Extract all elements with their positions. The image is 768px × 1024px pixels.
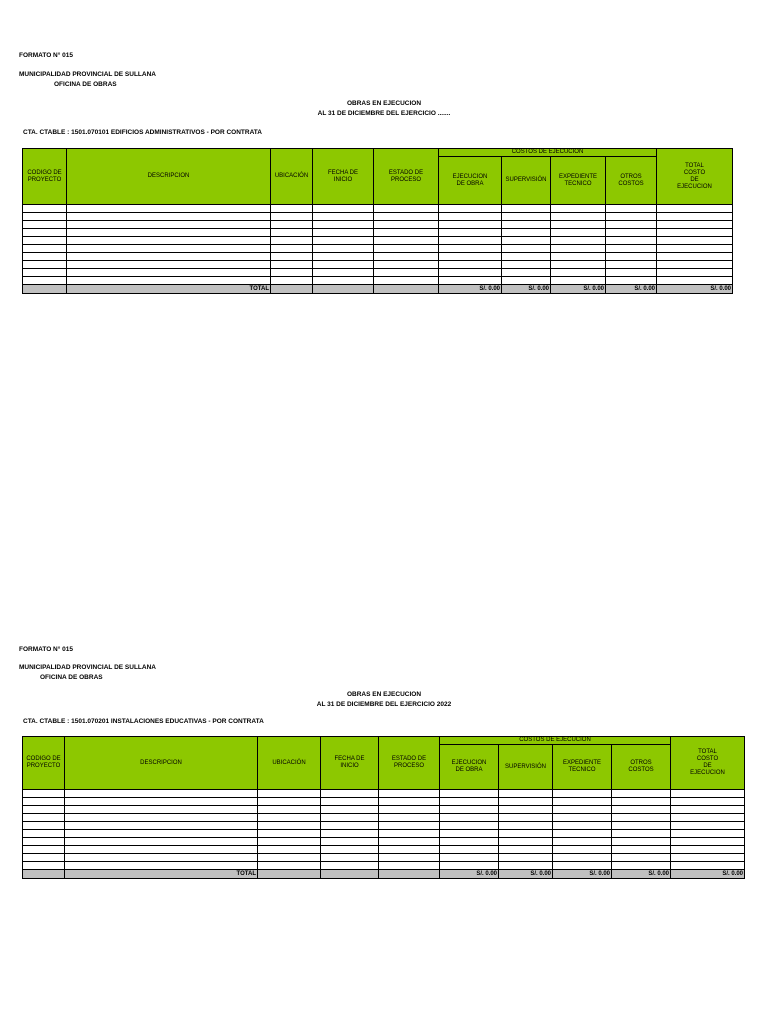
total-ejecucion: S/. 0.00	[440, 870, 499, 879]
col-otros-header: OTROS COSTOS	[612, 745, 671, 790]
col-expediente-header: EXPEDIENTE TECNICO	[551, 157, 606, 205]
municipalidad-label: MUNICIPALIDAD PROVINCIAL DE SULLANA	[19, 664, 156, 671]
table-row	[23, 261, 733, 269]
col-supervision-header: SUPERVISIÓN	[499, 745, 553, 790]
col-descripcion-header: DESCRIPCION	[67, 149, 271, 205]
col-expediente-header: EXPEDIENTE TECNICO	[553, 745, 612, 790]
total-otros: S/. 0.00	[612, 870, 671, 879]
table-row	[23, 205, 733, 213]
table-row	[23, 854, 745, 862]
table-row	[23, 253, 733, 261]
obras-table	[22, 736, 745, 879]
total-label: TOTAL	[65, 870, 258, 879]
col-ubicacion-header: UBICACIÓN	[271, 149, 313, 205]
col-supervision-header: SUPERVISIÓN	[502, 157, 551, 205]
col-descripcion-header: DESCRIPCION	[65, 737, 258, 790]
table-row	[23, 213, 733, 221]
total-expediente: S/. 0.00	[551, 285, 606, 294]
table-row	[23, 229, 733, 237]
report-subtitle: AL 31 DE DICIEMBRE DEL EJERCICIO 2022	[316, 701, 452, 708]
col-codigo-header: CODIGO DE PROYECTO	[23, 149, 67, 205]
cuenta-contable: CTA. CTABLE : 1501.070101 EDIFICIOS ADMINISTRATIVOS - POR CONTRATA	[23, 129, 262, 136]
col-total-header: TOTAL COSTO DE EJECUCION	[671, 737, 745, 790]
formato-label: FORMATO N° 015	[19, 646, 74, 653]
col-ubicacion-header: UBICACIÓN	[258, 737, 321, 790]
total-otros: S/. 0.00	[606, 285, 657, 294]
table-row	[23, 814, 745, 822]
total-supervision: S/. 0.00	[502, 285, 551, 294]
table-row	[23, 806, 745, 814]
cuenta-contable: CTA. CTABLE : 1501.070201 INSTALACIONES EDUCATIVAS - POR CONTRATA	[23, 718, 264, 725]
col-otros-header: OTROS COSTOS	[606, 157, 657, 205]
total-row	[23, 870, 745, 879]
formato-label: FORMATO N° 015	[19, 52, 74, 59]
col-estado-header: ESTADO DE PROCESO	[379, 737, 440, 790]
table-row	[23, 798, 745, 806]
total-row	[23, 285, 733, 294]
table-row	[23, 862, 745, 870]
table-row	[23, 245, 733, 253]
costos-group-header: COSTOS DE EJECUCION	[440, 737, 671, 745]
table-row	[23, 822, 745, 830]
col-ejecucion-header: EJECUCION DE OBRA	[439, 157, 502, 205]
col-total-header: TOTAL COSTO DE EJECUCION	[657, 149, 733, 205]
col-fecha-header: FECHA DE INICIO	[321, 737, 379, 790]
col-estado-header: ESTADO DE PROCESO	[374, 149, 439, 205]
report-subtitle: AL 31 DE DICIEMBRE DEL EJERCICIO .......	[317, 110, 451, 117]
total-ejecucion: S/. 0.00	[439, 285, 502, 294]
obras-table	[22, 148, 733, 294]
col-fecha-header: FECHA DE INICIO	[313, 149, 374, 205]
col-codigo-header: CODIGO DE PROYECTO	[23, 737, 65, 790]
total-supervision: S/. 0.00	[499, 870, 553, 879]
total-label: TOTAL	[67, 285, 271, 294]
total-costo: S/. 0.00	[671, 870, 745, 879]
total-costo: S/. 0.00	[657, 285, 733, 294]
costos-group-header: COSTOS DE EJECUCION	[439, 149, 657, 157]
report-title: OBRAS EN EJECUCION	[346, 691, 422, 698]
table-row	[23, 237, 733, 245]
total-expediente: S/. 0.00	[553, 870, 612, 879]
col-ejecucion-header: EJECUCION DE OBRA	[440, 745, 499, 790]
oficina-label: OFICINA DE OBRAS	[40, 674, 103, 681]
municipalidad-label: MUNICIPALIDAD PROVINCIAL DE SULLANA	[19, 71, 156, 78]
table-row	[23, 790, 745, 798]
table-row	[23, 221, 733, 229]
table-row	[23, 830, 745, 838]
oficina-label: OFICINA DE OBRAS	[54, 81, 117, 88]
table-row	[23, 838, 745, 846]
table-row	[23, 846, 745, 854]
report-title: OBRAS EN EJECUCION	[346, 100, 422, 107]
table-row	[23, 277, 733, 285]
table-row	[23, 269, 733, 277]
